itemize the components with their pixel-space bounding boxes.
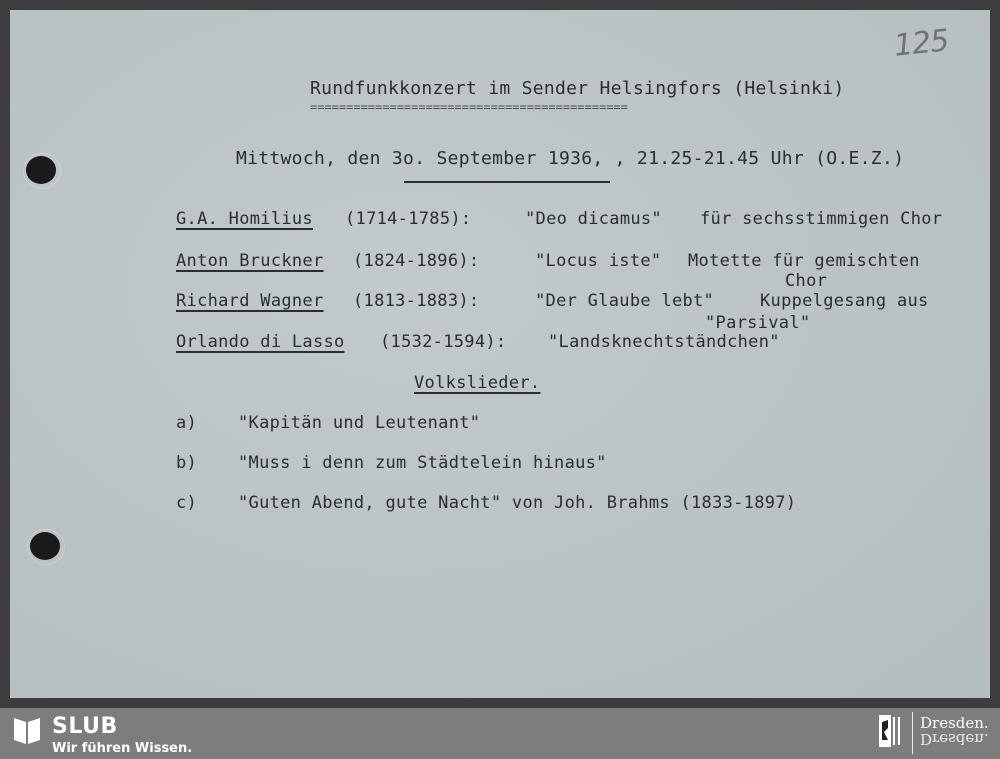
- footer-bar: [0, 708, 1000, 759]
- composer-name: Richard Wagner: [176, 291, 324, 311]
- song-label: c): [176, 493, 198, 513]
- work-description: für sechsstimmigen Chor: [700, 209, 943, 229]
- book-icon: [12, 714, 42, 746]
- punch-hole-bottom: [30, 532, 60, 560]
- work-description: Kuppelgesang aus: [760, 291, 929, 311]
- page-number: 125: [892, 23, 950, 64]
- date-line: Mittwoch, den 3o. September 1936, , 21.25-21.45 Uhr (O.E.Z.): [236, 148, 905, 169]
- footer-divider: [912, 712, 913, 754]
- composer-name: G.A. Homilius: [176, 209, 313, 229]
- footer-city-mirrored: Dresden.: [920, 730, 989, 748]
- work-description: Motette für gemischten: [688, 251, 920, 271]
- punch-hole-top: [26, 156, 56, 184]
- composer-years: (1532-1594):: [380, 332, 507, 352]
- footer-tagline: Wir führen Wissen.: [52, 741, 193, 756]
- work-title: "Locus iste": [535, 251, 662, 271]
- composer-years: (1714-1785):: [345, 209, 472, 229]
- section-heading: Volkslieder.: [414, 373, 541, 393]
- song-title: "Kapitän und Leutenant": [238, 413, 481, 433]
- composer-years: (1824-1896):: [353, 251, 480, 271]
- composer-years: (1813-1883):: [353, 291, 480, 311]
- composer-name: Orlando di Lasso: [176, 332, 345, 352]
- work-description-continued: "Parsival": [705, 313, 811, 333]
- coat-of-arms-icon: [878, 714, 904, 748]
- song-label: b): [176, 453, 198, 473]
- song-title: "Guten Abend, gute Nacht" von Joh. Brahms (1833-1897): [238, 493, 797, 513]
- work-title: "Der Glaube lebt": [535, 291, 715, 311]
- song-title: "Muss i denn zum Städtelein hinaus": [238, 453, 607, 473]
- footer-city: Dresden.: [920, 714, 989, 732]
- work-description-continued: Chor: [785, 271, 828, 291]
- work-title: "Deo dicamus": [525, 209, 662, 229]
- song-label: a): [176, 413, 198, 433]
- composer-name: Anton Bruckner: [176, 251, 324, 271]
- document-title: Rundfunkkonzert im Sender Helsingfors (Helsinki): [310, 78, 845, 99]
- title-double-underline: ============================================: [310, 100, 628, 114]
- footer-brand: SLUB: [52, 714, 118, 739]
- divider-rule: [404, 181, 610, 183]
- work-title: "Landsknechtständchen": [548, 332, 780, 352]
